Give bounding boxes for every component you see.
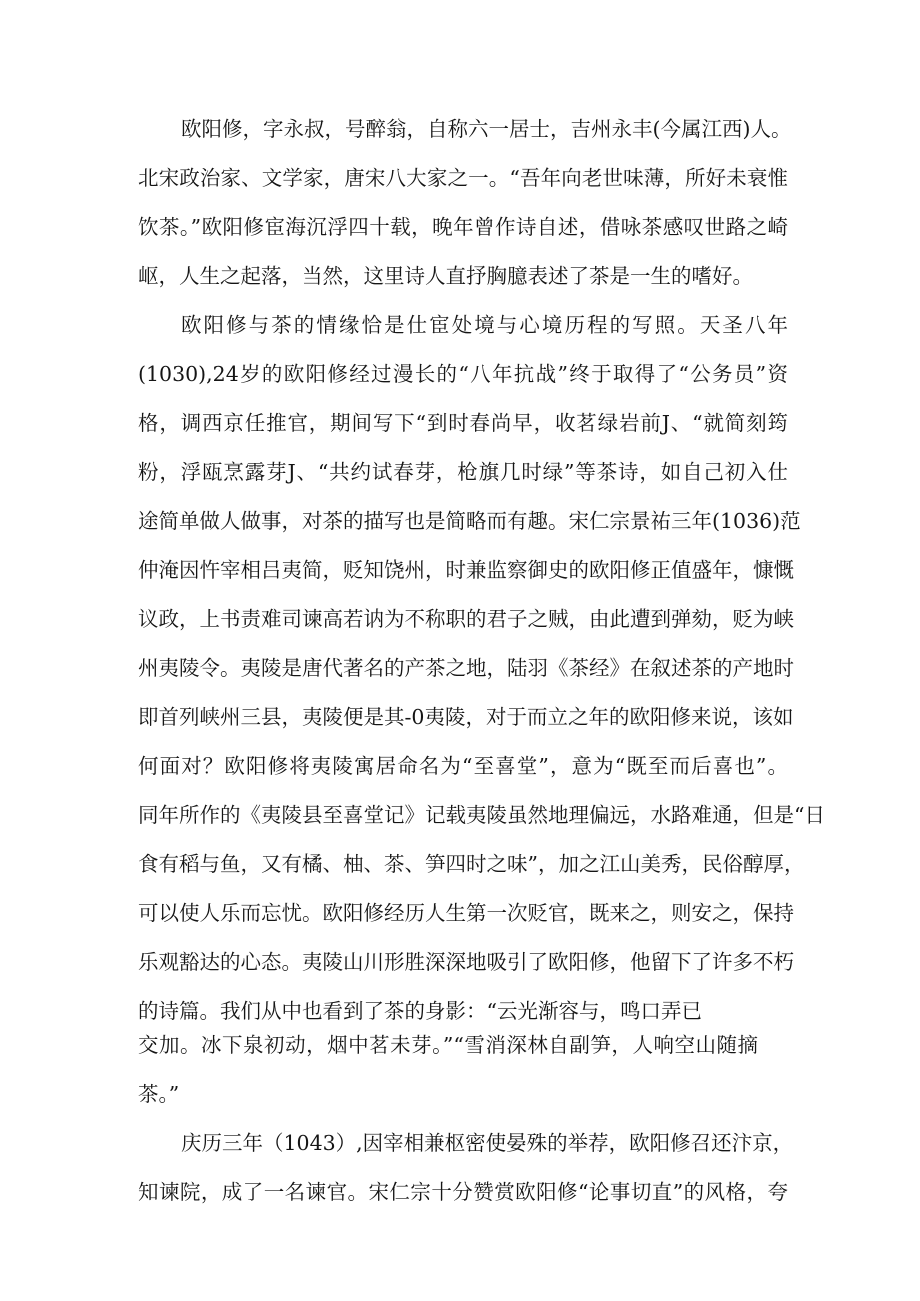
paragraph-1-line-1: 欧阳修，字永叔，号醉翁，自称六一居士，吉州永丰(今属江西)人。 xyxy=(181,117,792,141)
paragraph-2-line-2: (1030),24岁的欧阳修经过漫长的“八年抗战”终于取得了“公务员”资 xyxy=(138,362,788,386)
paragraph-2-line-4: 粉，浮瓯烹露芽J、“共约试春芽，枪旗几时绿”等茶诗，如自己初入仕 xyxy=(138,460,788,484)
paragraph-2-line-11: 同年所作的《夷陵县至喜堂记》记载夷陵虽然地理偏远，水路难通，但是“日 xyxy=(138,803,825,827)
paragraph-2-line-7: 议政，上书责难司谏高若讷为不称职的君子之贼，由此遭到弹劾，贬为峡 xyxy=(138,607,794,631)
paragraph-2-line-10: 何面对？欧阳修将夷陵寓居命名为“至喜堂”，意为“既至而后喜也”。 xyxy=(138,754,788,778)
paragraph-2-line-15: 的诗篇。我们从中也看到了茶的身影：“云光渐容与，鸣口弄已 xyxy=(138,999,702,1023)
paragraph-1-line-2: 北宋政治家、文学家，唐宋八大家之一。“吾年向老世味薄，所好未衰惟 xyxy=(138,166,788,190)
paragraph-2-line-9: 即首列峡州三县，夷陵便是其-0夷陵，对于而立之年的欧阳修来说，该如 xyxy=(138,705,794,729)
paragraph-1-line-3: 饮茶。”欧阳修宦海沉浮四十载，晚年曾作诗自述，借咏茶感叹世路之崎 xyxy=(138,215,788,239)
paragraph-3-line-1: 庆历三年（1043）,因宰相兼枢密使晏殊的举荐，欧阳修召还汴京， xyxy=(181,1131,794,1155)
paragraph-2-line-8: 州夷陵令。夷陵是唐代著名的产茶之地，陆羽《茶经》在叙述茶的产地时 xyxy=(138,656,794,680)
paragraph-3-line-2: 知谏院，成了一名谏官。宋仁宗十分赞赏欧阳修“论事切直”的风格，夸 xyxy=(138,1180,788,1204)
paragraph-2-line-14: 乐观豁达的心态。夷陵山川形胜深深地吸引了欧阳修，他留下了许多不朽 xyxy=(138,950,794,974)
paragraph-2-line-16: 交加。冰下泉初动，烟中茗未芽。”“雪消深林自副笋，人响空山随摘 xyxy=(138,1033,758,1057)
paragraph-1-line-4: 岖，人生之起落，当然，这里诗人直抒胸臆表述了茶是一生的嗜好。 xyxy=(138,264,753,288)
paragraph-2-line-6: 仲淹因忤宰相吕夷简，贬知饶州，时兼监察御史的欧阳修正值盛年，慷慨 xyxy=(138,558,794,582)
paragraph-2-line-12: 食有稻与鱼，又有橘、柚、茶、笋四时之味”，加之江山美秀，民俗醇厚， xyxy=(138,852,805,876)
paragraph-2-line-17: 茶。” xyxy=(138,1082,180,1106)
paragraph-2-line-1: 欧阳修与茶的情缘恰是仕宦处境与心境历程的写照。天圣八年 xyxy=(181,313,788,337)
paragraph-2-line-5: 途简单做人做事，对茶的描写也是简略而有趣。宋仁宗景祐三年(1036)范 xyxy=(138,509,801,533)
paragraph-2-line-13: 可以使人乐而忘忧。欧阳修经历人生第一次贬官，既来之，则安之，保持 xyxy=(138,901,794,925)
paragraph-2-line-3: 格，调西京任推官，期间写下“到时春尚早，收茗绿岩前J、“就简刻筠 xyxy=(138,411,788,435)
